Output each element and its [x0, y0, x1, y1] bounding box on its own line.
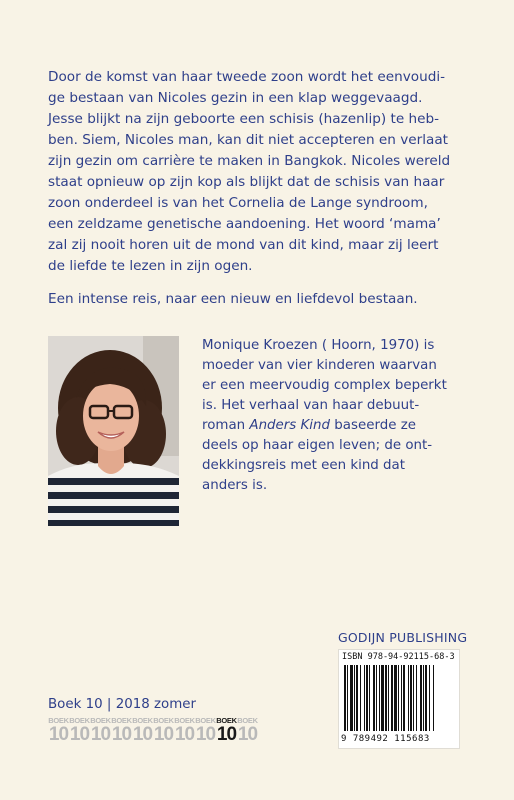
bio-line: dekkingsreis met een kind dat [202, 458, 406, 473]
boek10-logo-word: BOEK [153, 716, 174, 725]
author-bio [202, 336, 470, 496]
barcode-bar [413, 665, 414, 731]
barcode-bar [376, 665, 377, 731]
bio-line: anders is. [202, 478, 268, 493]
boek10-logo [153, 716, 174, 748]
barcode-bar [356, 665, 358, 731]
blurb-line: ben. Siem, Nicoles man, kan dit niet accepteren en verlaat [48, 132, 448, 148]
blurb-line: zoon onderdeel is van het Cornelia de Lange syndroom, [48, 195, 428, 211]
bio-line: Monique Kroezen ( Hoorn, 1970) is [202, 338, 435, 353]
barcode-bar [433, 665, 434, 731]
barcode-bar [425, 665, 427, 731]
author-photo [48, 336, 179, 526]
barcode-bar [379, 665, 380, 731]
barcode-bar [416, 665, 417, 731]
barcode-bar [364, 665, 365, 731]
barcode-bar [344, 665, 346, 731]
barcode-bar [423, 665, 424, 731]
blurb-line: een zeldzame genetische aandoening. Het woord ‘mama’ [48, 216, 441, 232]
barcode-bar [410, 665, 412, 731]
blurb-line: zijn gezin om carrière te maken in Bangkok. Nicoles wereld [48, 153, 451, 169]
blurb-text [48, 67, 468, 277]
blurb-line: Door de komst van haar tweede zoon wordt het eenvoudi- [48, 69, 446, 85]
barcode-bar [381, 665, 384, 731]
boek10-logo-word: BOEK [132, 716, 153, 725]
boek10-logo [90, 716, 111, 748]
author-portrait-illustration [48, 336, 179, 526]
blurb-line: de liefde te lezen in zijn ogen. [48, 258, 253, 274]
boek10-logo [132, 716, 153, 748]
isbn-barcode [338, 649, 460, 749]
boek10-logo-number: 10 [90, 724, 111, 745]
bio-line: er een meervoudig complex beperkt [202, 378, 447, 393]
barcode-bar [394, 665, 397, 731]
barcode-bar [391, 665, 393, 731]
boek10-logo [48, 716, 69, 748]
bio-line-prefix: roman [202, 418, 250, 433]
barcode-bar [354, 665, 355, 731]
book-title: Anders Kind [249, 418, 331, 433]
bio-line [202, 416, 470, 436]
boek10-logo-number: 10 [132, 724, 153, 745]
boek10-logo-number: 10 [174, 724, 195, 745]
barcode-bar [373, 665, 375, 731]
blurb-line: Jesse blijkt na zijn geboorte een schisis (hazenlip) te heb- [48, 111, 440, 127]
boek10-logo [69, 716, 90, 748]
boek10-logo-highlighted [216, 716, 237, 748]
bio-line: moeder van vier kinderen waarvan [202, 358, 437, 373]
barcode-bar [408, 665, 409, 731]
publisher-name: GODIJN PUBLISHING [338, 630, 468, 645]
barcode-bar [388, 665, 389, 731]
boek10-logo-word: BOEK [90, 716, 111, 725]
boek10-logo-word: BOEK [195, 716, 216, 725]
boek10-logo-number: 10 [69, 724, 90, 745]
boek10-logo-number: 10 [153, 724, 174, 745]
barcode-bar [360, 665, 361, 731]
blurb-line: zal zij nooit horen uit de mond van dit kind, maar zij leert [48, 237, 439, 253]
boek10-logo [174, 716, 195, 748]
barcode-bar [401, 665, 402, 731]
blurb-line: ge bestaan van Nicoles gezin in een klap weggevaagd. [48, 90, 423, 106]
boek10-logo-number: 10 [216, 724, 237, 745]
bio-line: deels op haar eigen leven; de ont- [202, 438, 433, 453]
barcode-bar [385, 665, 387, 731]
boek10-logo-word: BOEK [48, 716, 69, 725]
barcode-bar [369, 665, 370, 731]
barcode-bar [403, 665, 405, 731]
boek10-logo [195, 716, 216, 748]
barcode-bar [420, 665, 422, 731]
boek10-logo-number: 10 [237, 724, 258, 745]
tagline: Een intense reis, naar een nieuw en liefdevol bestaan. [48, 291, 418, 307]
boek10-logo [237, 716, 258, 748]
boek10-logo-word: BOEK [174, 716, 195, 725]
barcode-bar [398, 665, 399, 731]
boek10-logo-word: BOEK [69, 716, 90, 725]
bio-line: is. Het verhaal van haar debuut- [202, 398, 420, 413]
barcode-bar [429, 665, 430, 731]
bio-line-suffix: baseerde ze [330, 418, 416, 433]
boek10-logo-word: BOEK [237, 716, 258, 725]
blurb-line: staat opnieuw op zijn kop als blijkt dat de schisis van haar [48, 174, 445, 190]
boek10-logo-word: BOEK [111, 716, 132, 725]
series-label: Boek 10 | 2018 zomer [48, 697, 197, 712]
boek10-logo-word: BOEK [216, 716, 237, 725]
boek10-logo-row [48, 716, 268, 748]
barcode-bar [347, 665, 348, 731]
isbn-label: ISBN 978-94-92115-68-3 [342, 652, 455, 662]
isbn-digits: 9 789492 115683 [341, 734, 430, 744]
boek10-logo-number: 10 [48, 724, 69, 745]
barcode-bar [366, 665, 368, 731]
barcode-bars [342, 665, 456, 733]
barcode-bar [350, 665, 353, 731]
boek10-logo-number: 10 [195, 724, 216, 745]
boek10-logo [111, 716, 132, 748]
boek10-logo-number: 10 [111, 724, 132, 745]
